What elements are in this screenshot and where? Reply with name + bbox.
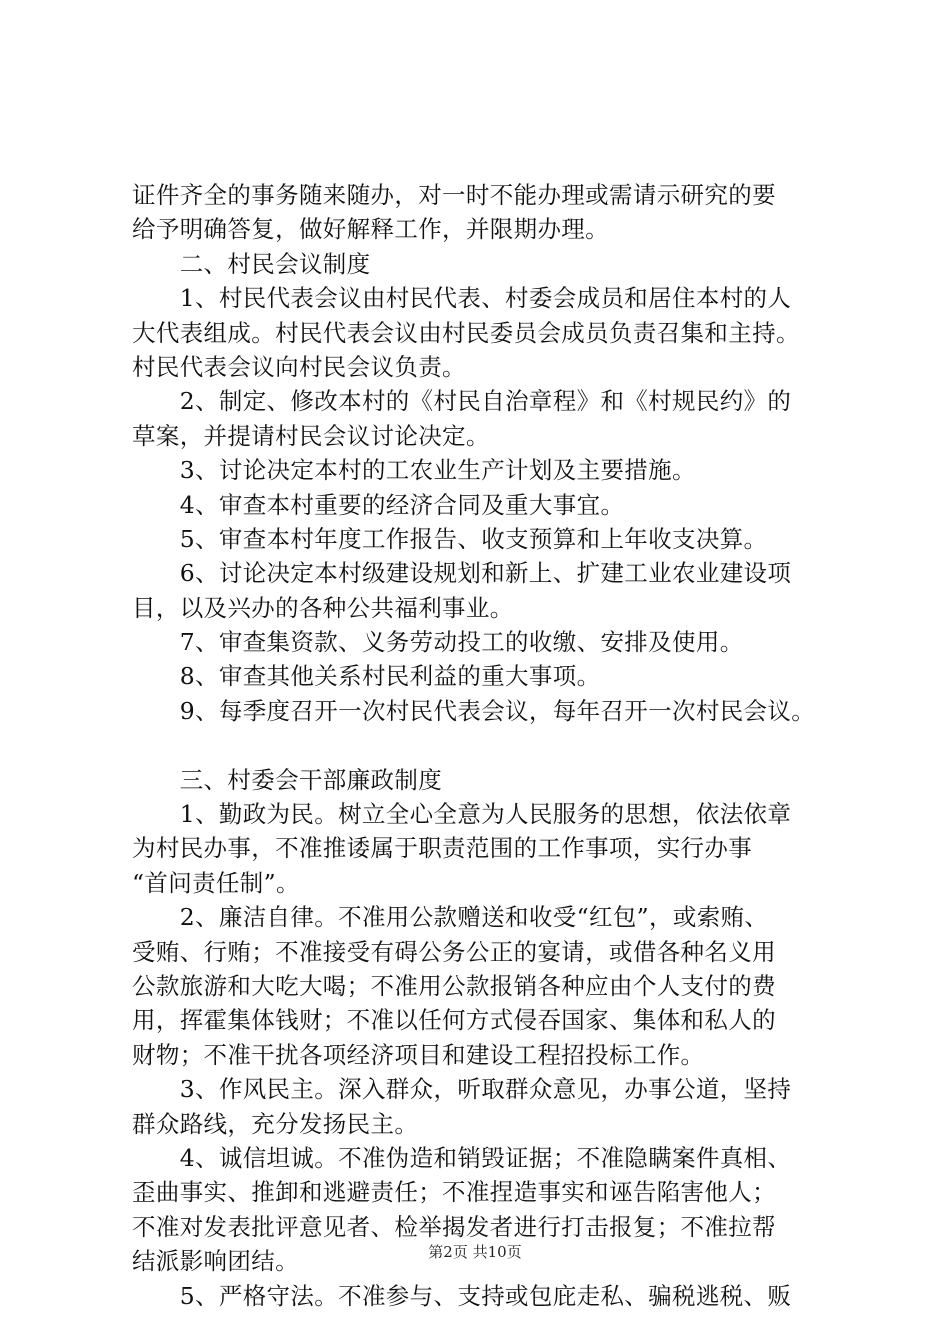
text-line: 5、严格守法。不准参与、支持或包庇走私、骗税逃税、贩: [132, 1281, 792, 1310]
text-line: 5、审查本村年度工作报告、收支预算和上年收支决算。: [132, 524, 768, 553]
text-line: 村民代表会议向村民会议负责。: [132, 352, 466, 381]
text-line: “首问责任制”。: [132, 868, 300, 897]
text-line: 三、村委会干部廉政制度: [132, 765, 443, 794]
text-line: 财物；不准干扰各项经济项目和建设工程招投标工作。: [132, 1040, 705, 1069]
text-line: 7、审查集资款、义务劳动投工的收缴、安排及使用。: [132, 628, 744, 657]
text-line: 8、审查其他关系村民利益的重大事项。: [132, 662, 601, 691]
text-line: 2、制定、修改本村的《村民自治章程》和《村规民约》的: [132, 387, 792, 416]
text-line: 目，以及兴办的各种公共福利事业。: [132, 593, 514, 622]
text-line: 草案，并提请村民会议讨论决定。: [132, 421, 490, 450]
text-line: 大代表组成。村民代表会议由村民委员会成员负责召集和主持。: [132, 318, 800, 347]
text-line: 6、讨论决定本村级建设规划和新上、扩建工业农业建设项: [132, 559, 792, 588]
text-line: 群众路线，充分发扬民主。: [132, 1109, 419, 1138]
text-line: 3、作风民主。深入群众，听取群众意见，办事公道，坚持: [132, 1075, 792, 1104]
text-line: 9、每季度召开一次村民代表会议，每年召开一次村民会议。: [132, 696, 816, 725]
blank-line: [132, 728, 837, 762]
text-line: 1、勤政为民。树立全心全意为人民服务的思想，依法依章: [132, 800, 792, 829]
text-line: 给予明确答复，做好解释工作，并限期办理。: [132, 215, 609, 244]
page-footer: 第2页 共10页: [428, 1243, 522, 1261]
text-line: 4、诚信坦诚。不准伪造和销毁证据；不准隐瞒案件真相、: [132, 1143, 792, 1172]
document-body: [132, 178, 837, 1313]
text-line: 用，挥霍集体钱财；不准以任何方式侵吞国家、集体和私人的: [132, 1006, 776, 1035]
text-line: 4、审查本村重要的经济合同及重大事宜。: [132, 490, 625, 519]
text-line: 为村民办事，不准推诿属于职责范围的工作事项，实行办事: [132, 834, 753, 863]
text-line: 结派影响团结。: [132, 1247, 299, 1276]
text-line: 3、讨论决定本村的工农业生产计划及主要措施。: [132, 456, 696, 485]
text-line: 不准对发表批评意见者、检举揭发者进行打击报复；不准拉帮: [132, 1212, 776, 1241]
text-line: 1、村民代表会议由村民代表、村委会成员和居住本村的人: [132, 284, 792, 313]
text-line: 二、村民会议制度: [132, 249, 371, 278]
text-line: 歪曲事实、推卸和逃避责任；不准捏造事实和诬告陷害他人；: [132, 1178, 776, 1207]
text-line: 证件齐全的事务随来随办，对一时不能办理或需请示研究的要: [132, 181, 776, 209]
text-line: 2、廉洁自律。不准用公款赠送和收受“红包”，或索贿、: [132, 903, 769, 932]
text-line: 受贿、行贿；不准接受有碍公务公正的宴请，或借各种名义用: [132, 937, 776, 966]
text-line: 公款旅游和大吃大喝；不准用公款报销各种应由个人支付的费: [132, 971, 776, 1000]
